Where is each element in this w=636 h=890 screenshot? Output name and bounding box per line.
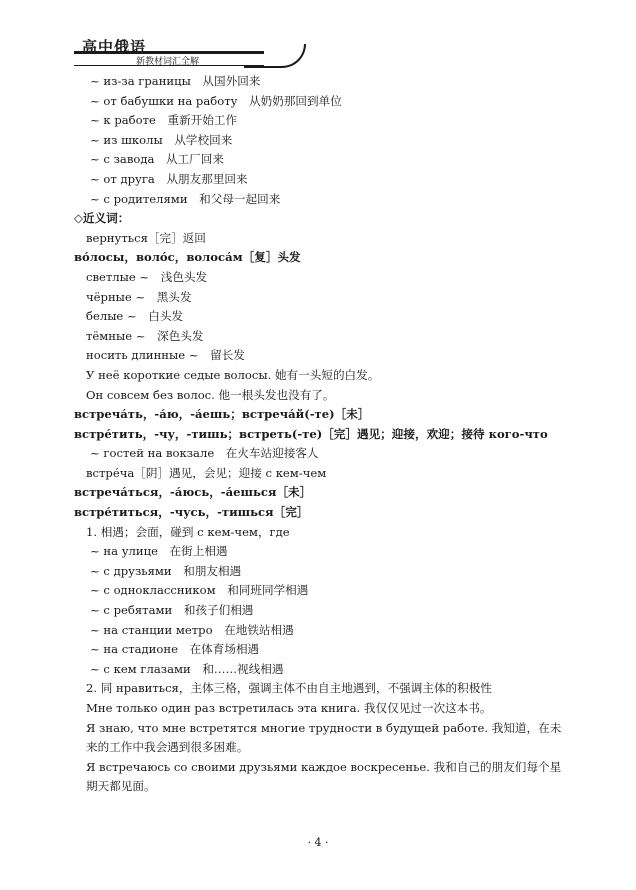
entry-line: ~ из школы 从学校回来 (90, 132, 233, 147)
entry-line: тёмные ~ 深色头发 (86, 328, 204, 343)
entry-line: ~ на стадионе 在体育场相遇 (90, 642, 260, 657)
entry-line: ~ с родителями 和父母一起回来 (90, 191, 281, 206)
entry-line: чёрные ~ 黑头发 (86, 289, 192, 304)
entry-line: Мне только один раз встретилась эта книга. 我仅仅见过一次这本书。 (86, 701, 492, 715)
page-header (74, 36, 570, 70)
entry-line: ~ к работе 重新开始工作 (90, 113, 238, 128)
entry-line: ~ с ребятами 和孩子们相遇 (90, 603, 254, 618)
headword-line: ◇近义词： (74, 211, 130, 226)
entry-line: ~ с завода 从工厂回来 (90, 152, 224, 167)
entry-line: ~ на улице 在街上相遇 (90, 544, 228, 559)
entry-line: ~ с одноклассником 和同班同学相遇 (90, 583, 309, 598)
book-subtitle: 新教材词汇全解 (136, 57, 200, 67)
entry-line: ~ с кем глазами 和……视线相遇 (90, 661, 284, 676)
book-title: 高中俄语 (82, 38, 147, 56)
headword-line: встре́тить，-чу，-тишь；встреть(-те)［完］遇见；迎接，欢迎；接待 кого-что (74, 426, 548, 441)
entry-line: 2. 同 нравиться，主体三格，强调主体不由自主地遇到，不强调主体的积极性 (86, 681, 492, 696)
entry-line: вернуться［完］返回 (86, 230, 206, 245)
dictionary-entries (74, 72, 570, 797)
entry-line: светлые ~ 浅色头发 (86, 269, 208, 284)
entry-line: ~ на станции метро 在地铁站相遇 (90, 622, 294, 637)
headword-line: во́лосы，воло́с，волоса́м［复］头发 (74, 250, 301, 265)
entry-line: У неё короткие седые волосы. 她有一头短的白发。 (86, 367, 380, 382)
entry-line: 1. 相遇；会面，碰到 с кем-чем，где (86, 524, 290, 539)
headword-line: встре́титься，-чусь，-тишься［完］ (74, 505, 309, 520)
entry-line: ~ с друзьями 和朋友相遇 (90, 563, 242, 578)
entry-line: ~ гостей на вокзале 在火车站迎接客人 (90, 446, 319, 461)
entry-line: Он совсем без волос. 他一根头发也没有了。 (86, 387, 335, 402)
entry-line: встре́ча［阴］遇见，会见；迎接 с кем-чем (86, 465, 327, 480)
page-number: · 4 · (307, 836, 329, 849)
entry-line: ~ из-за границы 从国外回来 (90, 74, 261, 88)
entry-line: белые ~ 白头发 (86, 309, 184, 324)
entry-line: ~ от друга 从朋友那里回来 (90, 171, 248, 186)
entry-line: ~ от бабушки на работу 从奶奶那回到单位 (90, 93, 342, 108)
entry-line: Я знаю, что мне встретятся многие трудности в будущей работе. 我知道，在未来的工作中我会遇到很多困难。 (86, 720, 562, 755)
entry-line: носить длинные ~ 留长发 (86, 348, 245, 363)
entry-line: Я встречаюсь со своими друзьями каждое воскресенье. 我和自己的朋友们每个星期天都见面。 (86, 759, 562, 794)
headword-line: встреча́ться，-а́юсь，-а́ешься［未］ (74, 485, 312, 500)
headword-line: встреча́ть，-а́ю，-а́ешь；встреча́й(-те)［未］ (74, 407, 370, 422)
